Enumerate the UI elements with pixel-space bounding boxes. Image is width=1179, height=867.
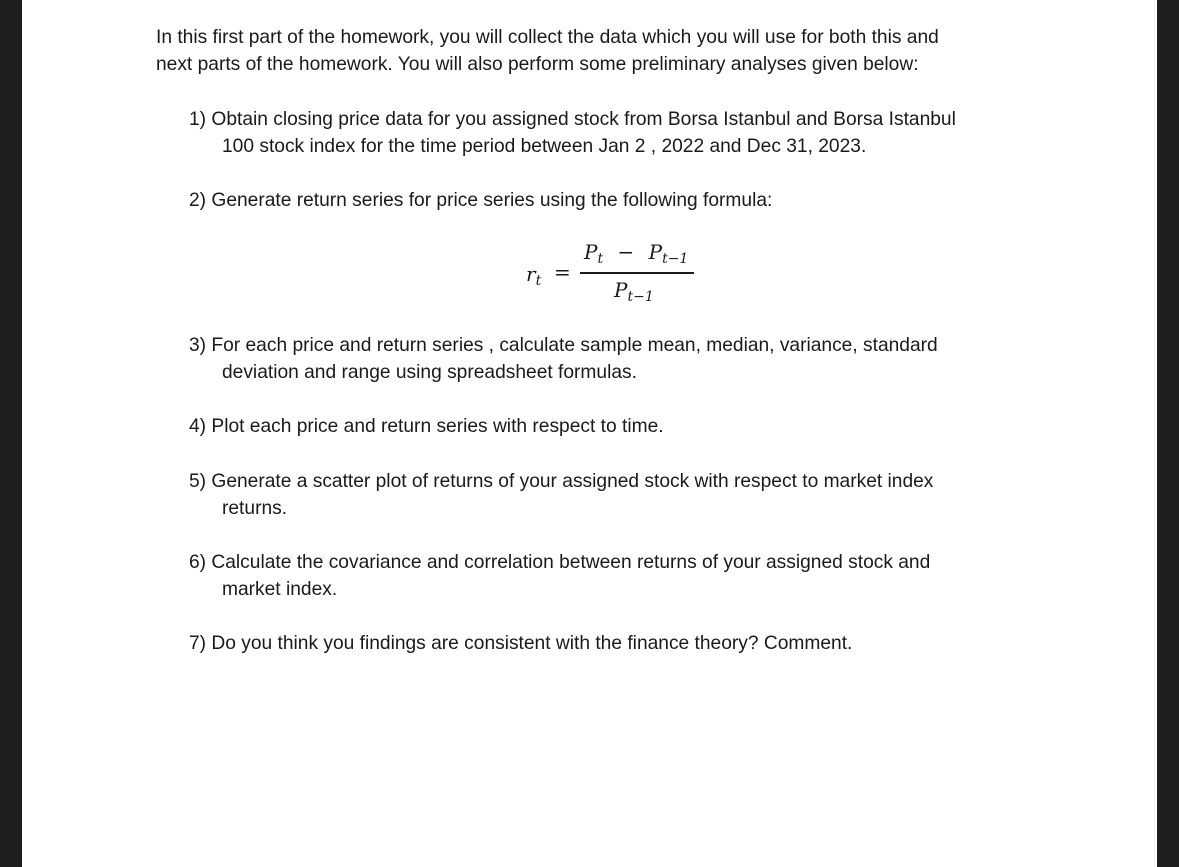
list-item-1: 1) Obtain closing price data for you assigned stock from Borsa Istanbul and Borsa Istanbul (189, 109, 956, 130)
list-item-3: 3) For each price and return series , calculate sample mean, median, variance, standard (189, 335, 938, 356)
list-item-1-cont: 100 stock index for the time period between Jan 2 , 2022 and Dec 31, 2023. (222, 136, 867, 157)
return-formula (502, 238, 702, 318)
list-item-6-cont: market index. (222, 579, 338, 600)
fraction-bar (580, 272, 694, 274)
intro-line-2: next parts of the homework. You will also perform some preliminary analyses given below: (156, 54, 919, 75)
formula-equals: = (554, 260, 571, 284)
list-item-6: 6) Calculate the covariance and correlation between returns of your assigned stock and (189, 552, 931, 573)
list-item-5-cont: returns. (222, 498, 288, 519)
formula-denominator: $P_{t-1}$ (614, 278, 654, 305)
list-item-4: 4) Plot each price and return series with respect to time. (189, 416, 664, 437)
list-item-3-cont: deviation and range using spreadsheet formulas. (222, 362, 637, 383)
list-item-2: 2) Generate return series for price series using the following formula: (189, 190, 773, 211)
intro-line-1: In this first part of the homework, you will collect the data which you will use for both this and (156, 27, 939, 48)
intro-paragraph (156, 24, 939, 78)
document-page (22, 0, 1157, 867)
list-item-5: 5) Generate a scatter plot of returns of your assigned stock with respect to market index (189, 471, 934, 492)
formula-lhs: $r_t$ (526, 262, 542, 289)
formula-numerator: $P_t - P_{t-1}$ (584, 240, 689, 267)
list-item-7: 7) Do you think you findings are consistent with the finance theory? Comment. (189, 633, 853, 654)
